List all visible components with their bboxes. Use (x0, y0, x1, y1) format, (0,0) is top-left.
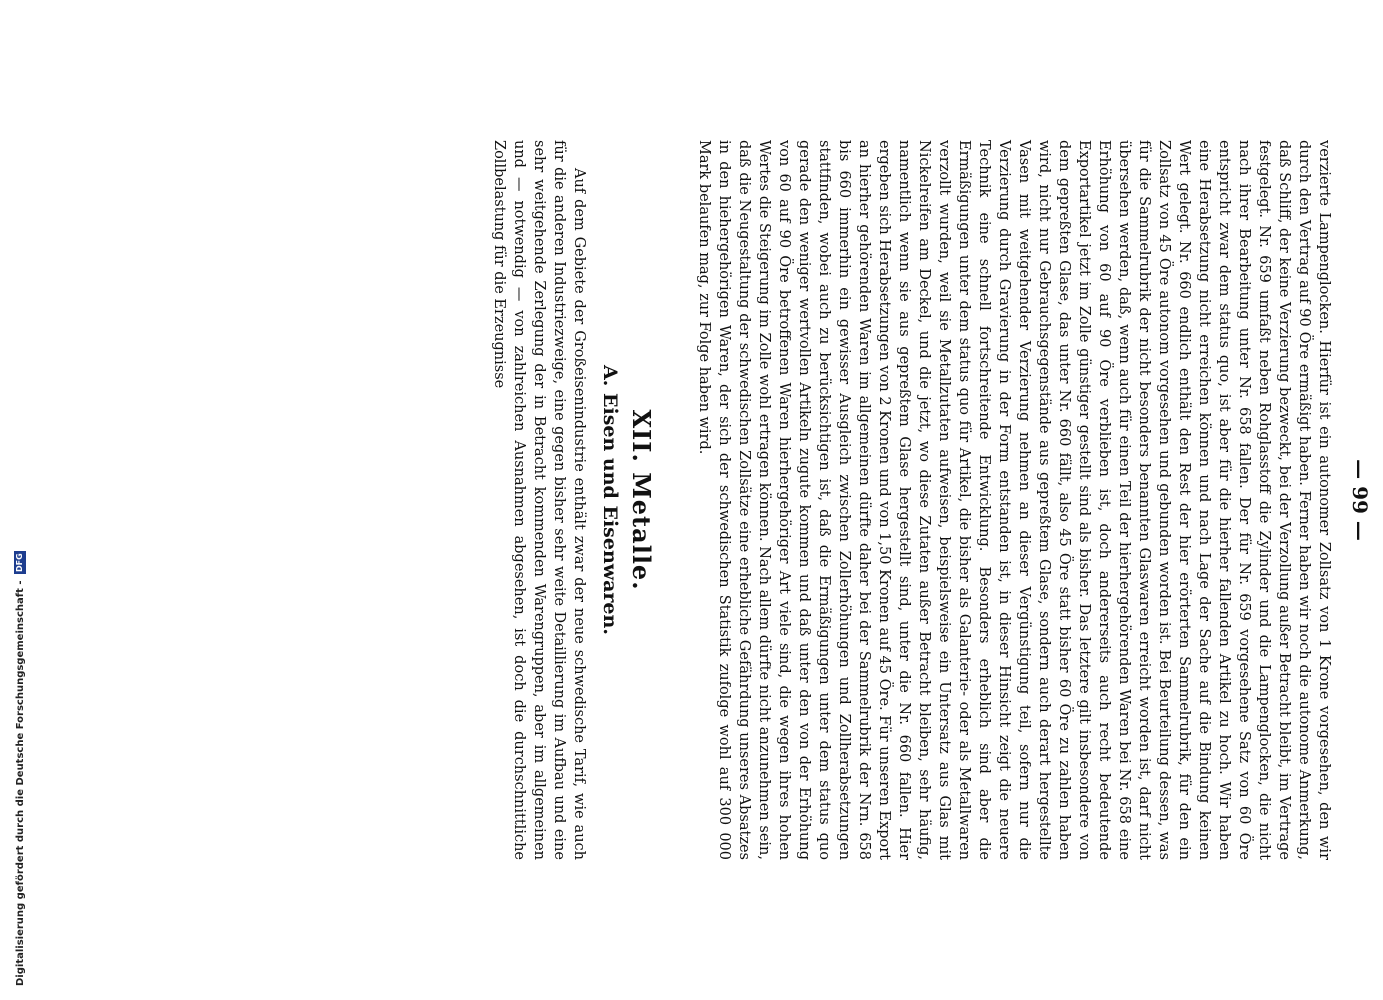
page-content (300, 140, 1380, 860)
digitization-sidebar (0, 0, 26, 1000)
section-heading-metals: XII. Metalle. (627, 409, 656, 591)
scanned-page (150, 140, 1380, 860)
paragraph-glass-tariffs: verzierte Lampenglocken. Hierfür ist ein autonomer Zollsatz von 1 Krone vorgesehen, den wir durch den Vertrag auf 90 Öre ermäßigt haben. Ferner haben wir noch die autonome Anmerkung, daß Schliff, der keine Verzierung bezweckt, bei der Verzollung außer Betracht bleibt, im Vertrage festgelegt. Nr. 659 umfaßt neben Rohglasstoff die Zylinder und die Lampenglocken, die nicht nach ihrer Bearbeitung unter Nr. 658 fallen. Der für Nr. 659 vorgesehene Satz von 60 Öre entspricht zwar dem status quo, ist aber für die hierher fallenden Artikel zu hoch. Wir haben eine Herabsetzung nicht erreichen können und nach Lage der Sache auf die Bindung keinen Wert gelegt. Nr. 660 endlich enthält den Rest der hier erörterten Sammelrubrik, für den ein Zollsatz von 45 Öre autonom vorgesehen und gebunden worden ist. Bei Beurteilung dessen, was für die Sammelrubrik der nicht besonders benannten Glaswaren erreicht worden ist, darf nicht übersehen werden, daß, wenn auch für einen Teil der hierhergehörenden Waren bei Nr. 658 eine Erhöhung von 60 auf 90 Öre verblieben ist, doch andererseits auch recht bedeutende Exportartikel jetzt im Zolle günstiger gestellt sind als bisher. Das letztere gilt insbesondere von dem gepreßten Glase, das unter Nr. 660 fällt, also 45 Öre statt bisher 60 Öre zu zahlen haben wird, nicht nur Gebrauchsgegenstände aus gepreßtem Glase, sondern auch derart hergestellte Vasen mit weitgehender Verzierung nehmen an dieser Vergünstigung teil, sofern nur die Verzierung durch Gravierung in der Form entstanden ist, in dieser Hinsicht zeigt die neuere Technik eine schnell fortschreitende Entwicklung. Besonders erheblich sind aber die Ermäßigungen unter dem status quo für Artikel, die bisher als Galanterie- oder als Metallwaren verzollt wurden, weil sie Metallzutaten aufweisen, beispielsweise ein Untersatz aus Glas mit Nickelreifen am Deckel, und die jetzt, wo diese Zutaten außer Betracht bleiben, sehr häufig, namentlich wenn sie aus gepreßtem Glase hergestellt sind, unter die Nr. 660 fallen. Hier ergeben sich Herabsetzungen von 2 Kronen und von 1,50 Kronen auf 45 Öre. Für unseren Export an hierher gehörenden Waren im allgemeinen dürfte daher bei der Sammelrubrik der Nrn. 658 bis 660 immerhin ein gewisser Ausgleich zwischen Zollerhöhungen und Zollherabsetzungen stattfinden, wobei auch zu berücksichtigen ist, daß die Ermäßigungen unter dem status quo gerade den weniger wertvollen Artikeln zugute kommen und daß unter den von der Erhöhung von 60 auf 90 Öre betroffenen Waren hierhergehöriger Art viele sind, die wegen ihres hohen Wertes die Steigerung im Zolle wohl ertragen können. Nach allem dürfte nicht anzunehmen sein, daß die Neugestaltung der schwedischen Zollsätze eine erhebliche Gefährdung unseres Absatzes in den hiehergehörigen Waren, der sich der schwedischen Statistik zufolge wohl auf 300 000 Mark belaufen mag, zur Folge haben wird. (696, 140, 1332, 860)
digitization-note-wrapper (14, 0, 28, 1000)
paragraph-iron-industry: Auf dem Gebiete der Großeisenindustrie enthält zwar der neue schwedische Tarif, wie auch für die anderen Industriezweige, eine gegen bisher sehr weite Detaillierung im Aufbau und eine sehr weitgehende Zerlegung der in Betracht kommenden Warengruppen, aber im allgemeinen und — notwendig — von zahlreichen Ausnahmen abgesehen, ist doch die durchschnittliche Zollbelastung für die Erzeugnisse (491, 140, 587, 860)
subsection-heading-iron: A. Eisen und Eisenwaren. (599, 365, 621, 635)
page-number: — 99 — (1348, 459, 1372, 541)
dfg-logo: DFG (15, 553, 24, 572)
digitization-note: Digitalisierung gefördert durch die Deutsche Forschungsgemeinschaft - (15, 580, 26, 986)
